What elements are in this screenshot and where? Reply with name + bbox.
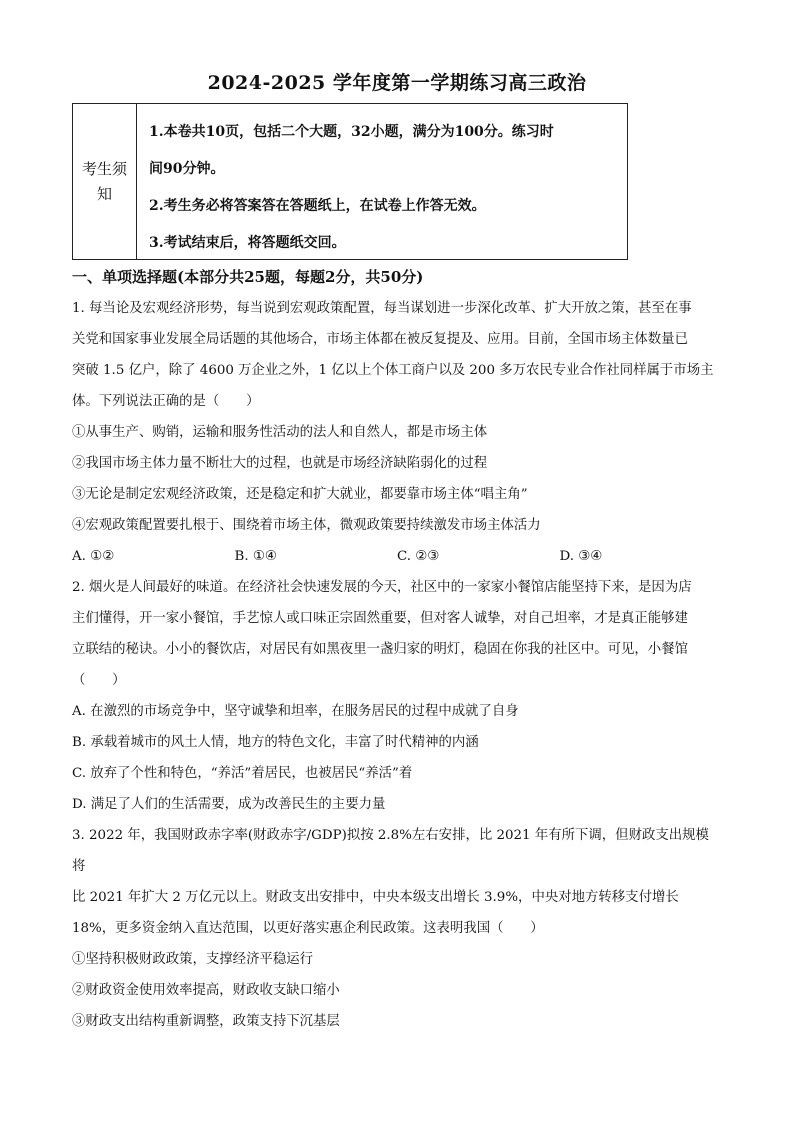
option-b: B. ①④ [234,549,277,564]
notice-item: 2.考生务必将答案答在答题纸上，在试卷上作答无效。 [149,198,486,214]
question-1-options [72,541,722,572]
question-3-stem: 18%，更多资金纳入直达范围，以更好落实惠企利民政策。这表明我国（ ） [72,921,544,936]
question-2-stem: 立联结的秘诀。小小的餐饮店，对居民有如黑夜里一盏归家的明灯，稳固在你我的社区中。可见，小餐馆 [72,642,688,657]
question-1-statement: ①从事生产、购销，运输和服务性活动的法人和自然人，都是市场主体 [72,425,488,440]
question-1-stem: 体。下列说法正确的是（ ） [72,394,260,409]
notice-body [137,104,627,259]
notice-item: 间90分钟。 [149,161,225,177]
question-3-stem: 3. 2022 年，我国财政赤字率(财政赤字/GDP)拟按 2.8%左右安排，比 2021 年有所下调，但财政支出规模将 [72,828,709,874]
question-1-stem: 突破 1.5 亿户，除了 4600 万企业之外，1 亿以上个体工商户以及 200 多万农民专业合作社同样属于市场主 [72,363,714,378]
question-1-statement: ②我国市场主体力量不断壮大的过程，也就是市场经济缺陷弱化的过程 [72,456,488,471]
section-heading: 一、单项选择题(本部分共25题，每题2分，共50分) [72,268,424,286]
question-1-statement: ③无论是制定宏观经济政策，还是稳定和扩大就业，都要靠市场主体“唱主角” [72,487,528,502]
question-2-stem: 主们懂得，开一家小餐馆，手艺惊人或口味正宗固然重要，但对客人诚挚，对自己坦率，才是真正能够建 [72,611,688,626]
exam-notice-box [72,103,628,260]
question-3-stem: 比 2021 年扩大 2 万亿元以上。财政支出安排中，中央本级支出增长 3.9%，中央对地方转移支付增长 [72,890,679,905]
question-3-statement: ③财政支出结构重新调整，政策支持下沉基层 [72,1014,340,1029]
option-d: D. ③④ [559,549,603,564]
notice-item: 1.本卷共10页，包括二个大题，32小题，满分为100分。练习时 [149,124,554,140]
option-c: C. ②③ [397,549,440,564]
question-2-stem: （ ） [72,673,126,688]
question-3-statement: ①坚持积极财政政策，支撑经济平稳运行 [72,952,314,967]
question-2-option-c: C. 放弃了个性和特色，“养活”着居民，也被居民“养活”着 [72,766,413,781]
question-1-stem: 关党和国家事业发展全局话题的其他场合，市场主体都在被反复提及、应用。目前，全国市场主体数量已 [72,332,688,347]
question-2-stem: 2. 烟火是人间最好的味道。在经济社会快速发展的今天，社区中的一家家小餐馆店能坚持下来，是因为店 [72,580,692,595]
notice-label: 考生须知 [73,104,137,259]
question-3-statement: ②财政资金使用效率提高，财政收支缺口缩小 [72,983,340,998]
question-1-statement: ④宏观政策配置要扎根于、围绕着市场主体，微观政策要持续激发市场主体活力 [72,518,541,533]
question-2-option-d: D. 满足了人们的生活需要，成为改善民生的主要力量 [72,797,386,812]
question-1-stem: 1. 每当论及宏观经济形势，每当说到宏观政策配置，每当谋划进一步深化改革、扩大开放之策，甚至在事 [72,301,692,316]
question-2-option-a: A. 在激烈的市场竞争中，坚守诚挚和坦率，在服务居民的过程中成就了自身 [72,704,519,719]
page-title: 2024-2025 学年度第一学期练习高三政治 [207,72,587,94]
question-2-option-b: B. 承载着城市的风土人情，地方的特色文化，丰富了时代精神的内涵 [72,735,479,750]
notice-item: 3.考试结束后，将答题纸交回。 [149,235,346,251]
option-a: A. ①② [72,549,115,564]
questions [72,293,722,1037]
